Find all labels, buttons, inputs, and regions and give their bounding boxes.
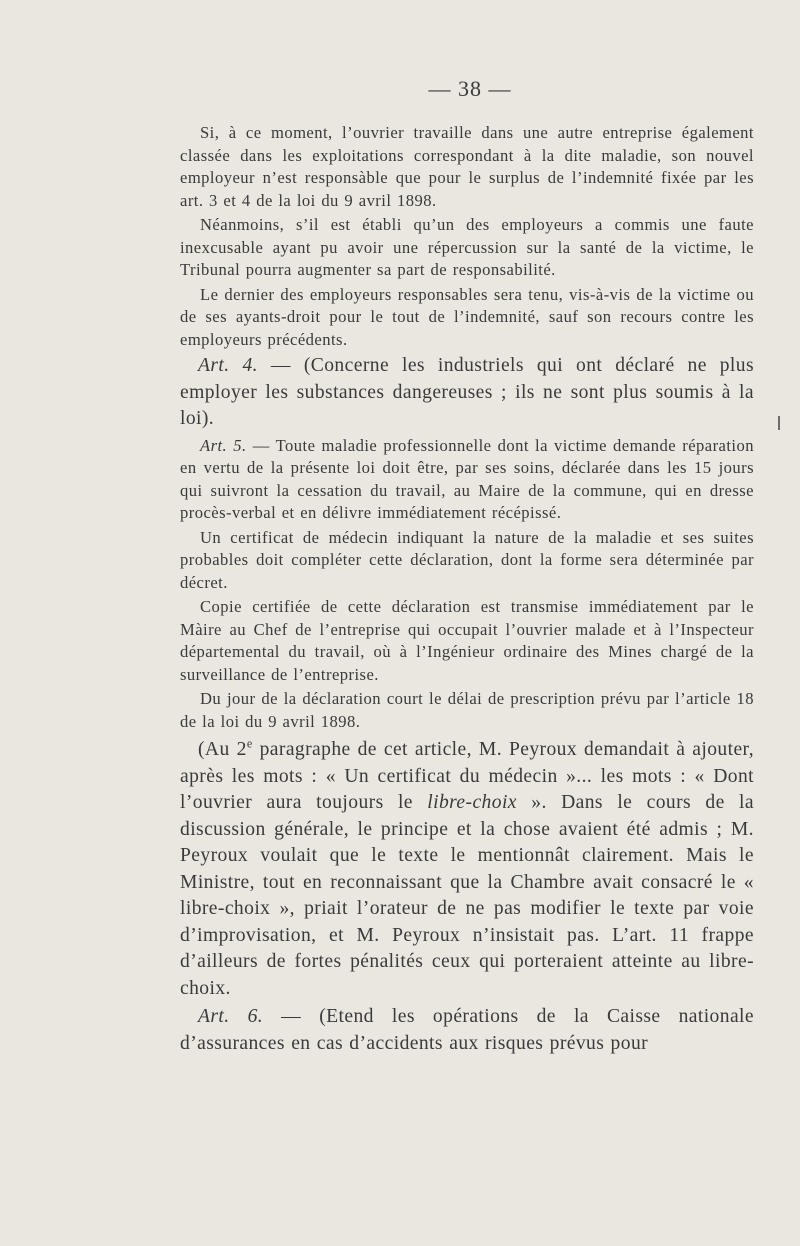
margin-mark [778, 416, 780, 430]
article-6 [180, 1004, 754, 1057]
paragraph-continuation: Si, à ce moment, l’ouvrier travaille dans une autre entreprise également classée dans les exploitations correspondant à la dite maladie, son nouvel employeur n’est responsàble que pour le surplus de l’indemnité fixée par les art. 3 et 4 de la loi du 9 avril 1898. [180, 123, 754, 210]
article-5 [180, 435, 754, 525]
page-number: — 38 — [428, 76, 512, 101]
commentary-superscript: e [246, 736, 253, 751]
page-body [180, 122, 754, 1057]
article-6-text: — (Etend les opérations de la Caisse nationale d’assurances en cas d’accidents aux risques prévus pour [180, 1006, 754, 1054]
paragraph-copie: Copie certifiée de cette déclaration est transmise immédiatement par le Màire au Chef de l’entreprise qui occupait l’ouvrier malade et à l’Inspecteur départemental du travail, où à l’Ingénieur ordinaire des Mines chargé de la surveillance de l’entreprise. [180, 597, 754, 684]
paragraph-certificat: Un certificat de médecin indiquant la nature de la maladie et ses suites probables doit compléter cette déclaration, dont la forme sera déterminée par décret. [180, 527, 754, 592]
article-5-label: Art. 5. [200, 435, 247, 455]
article-6-label: Art. 6. [198, 1006, 264, 1027]
commentary-part-2: paragraphe de cet article, M. Peyroux demandait à ajouter, après les mots : « Un certificat du médecin »... les mots : « Dont l’ouvrier aura toujours le [180, 739, 754, 813]
commentary-italic: libre-choix [427, 792, 517, 813]
commentary-peyroux [180, 737, 754, 1002]
paragraph-dernier-employeur: Le dernier des employeurs responsables sera tenu, vis-à-vis de la victime ou de ses ayants-droit pour le tout de l’indemnité, sauf son recours contre les employeurs précédents. [180, 284, 754, 349]
commentary-part-1: (Au 2 [198, 739, 247, 760]
article-5-text: — Toute maladie professionnelle dont la victime demande réparation en vertu de la présente loi doit être, par ses soins, déclarée dans les 15 jours qui suivront la cessation du travail, au Maire de la commune, qui en dresse procès-verbal et en délivre immédiatement récépissé. [180, 435, 754, 522]
paragraph-delai: Du jour de la déclaration court le délai de prescription prévu par l’article 18 de la loi du 9 avril 1898. [180, 689, 754, 731]
article-4 [180, 353, 754, 433]
paragraph-neanmoins: Néanmoins, s’il est établi qu’un des employeurs a commis une faute inexcusable ayant pu avoir une répercussion sur la santé de la victime, le Tribunal pourra augmenter sa part de responsabilité. [180, 215, 754, 279]
article-4-label: Art. 4. [198, 355, 258, 376]
commentary-part-3: ». Dans le cours de la discussion générale, le principe et la chose avaient été admis ; M. Peyroux voulait que le texte le mentionnât clairement. Mais le Ministre, tout en reconnaissant que la Chambre avait consacré le « libre-choix », priait l’orateur de ne pas modifier le texte par voie d’improvisation, et M. Peyroux n’insistait pas. L’art. 11 frappe d’ailleurs de fortes pénalités ceux qui porteraient atteinte au libre-choix. [180, 792, 754, 999]
article-4-text: — (Concerne les industriels qui ont déclaré ne plus employer les substances dangereuses ; ils ne sont plus soumis à la loi). [180, 355, 754, 429]
